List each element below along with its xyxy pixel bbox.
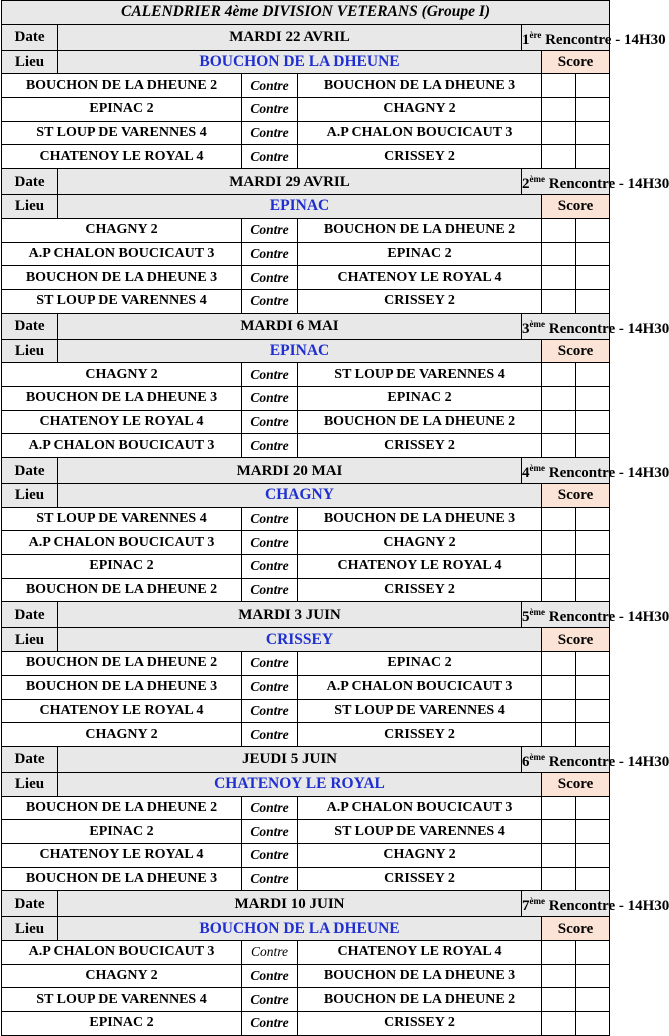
contre-label: Contre (242, 988, 298, 1012)
away-score-cell[interactable] (576, 410, 610, 434)
home-score-cell[interactable] (542, 266, 576, 290)
home-score-cell[interactable] (542, 363, 576, 387)
away-score-cell[interactable] (576, 289, 610, 313)
rencontre-suffix: Rencontre - 14H30 (545, 176, 669, 193)
away-score-cell[interactable] (576, 652, 610, 676)
round-venue-row (2, 339, 610, 363)
rencontre-ordinal: ème (529, 318, 545, 329)
away-team: CRISSEY 2 (298, 578, 542, 602)
home-score-cell[interactable] (542, 218, 576, 242)
contre-label: Contre (242, 531, 298, 555)
round-date: MARDI 3 JUIN (58, 602, 522, 628)
round-rencontre (522, 313, 669, 339)
home-team: EPINAC 2 (2, 98, 242, 122)
contre-label: Contre (242, 699, 298, 723)
score-label: Score (542, 484, 610, 508)
match-row (2, 578, 610, 602)
match-row (2, 820, 610, 844)
home-score-cell[interactable] (542, 578, 576, 602)
home-team: CHAGNY 2 (2, 218, 242, 242)
round-header-row (2, 602, 610, 628)
home-team: ST LOUP DE VARENNES 4 (2, 507, 242, 531)
rencontre-ordinal: ème (529, 607, 545, 618)
home-team: BOUCHON DE LA DHEUNE 2 (2, 796, 242, 820)
calendar-table (1, 0, 669, 1036)
score-label: Score (542, 917, 610, 941)
home-team: CHATENOY LE ROYAL 4 (2, 410, 242, 434)
rencontre-ordinal: ème (529, 463, 545, 473)
away-score-cell[interactable] (576, 74, 610, 98)
round-rencontre (522, 746, 669, 772)
contre-label: Contre (242, 796, 298, 820)
home-team: EPINAC 2 (2, 1012, 242, 1036)
home-team: CHATENOY LE ROYAL 4 (2, 145, 242, 169)
round-rencontre (522, 169, 669, 195)
calendar-sheet (1, 0, 669, 1036)
rencontre-suffix: Rencontre - 14H30 (541, 31, 666, 48)
away-score-cell[interactable] (576, 964, 610, 988)
away-score-cell[interactable] (576, 434, 610, 458)
round-rencontre (522, 458, 669, 484)
contre-label: Contre (242, 289, 298, 313)
away-score-cell[interactable] (576, 386, 610, 410)
home-score-cell[interactable] (542, 434, 576, 458)
round-header-row (2, 746, 610, 772)
date-label: Date (2, 891, 58, 917)
contre-label: Contre (242, 964, 298, 988)
contre-label: Contre (242, 723, 298, 747)
score-label: Score (542, 628, 610, 652)
score-label: Score (542, 195, 610, 219)
away-score-cell[interactable] (576, 266, 610, 290)
contre-label: Contre (242, 98, 298, 122)
home-score-cell[interactable] (542, 820, 576, 844)
away-score-cell[interactable] (576, 145, 610, 169)
rencontre-number: 2 (522, 176, 530, 193)
away-team: BOUCHON DE LA DHEUNE 3 (298, 507, 542, 531)
match-row (2, 242, 610, 266)
away-score-cell[interactable] (576, 675, 610, 699)
away-team: BOUCHON DE LA DHEUNE 2 (298, 988, 542, 1012)
away-team: CRISSEY 2 (298, 145, 542, 169)
home-team: BOUCHON DE LA DHEUNE 3 (2, 386, 242, 410)
home-score-cell[interactable] (542, 988, 576, 1012)
date-label: Date (2, 746, 58, 772)
home-team: BOUCHON DE LA DHEUNE 3 (2, 266, 242, 290)
round-venue-row (2, 195, 610, 219)
round-venue: CRISSEY (58, 628, 542, 652)
venue-label: Lieu (2, 339, 58, 363)
away-score-cell[interactable] (576, 578, 610, 602)
round-venue: BOUCHON DE LA DHEUNE (58, 50, 542, 74)
away-score-cell[interactable] (576, 98, 610, 122)
home-team: EPINAC 2 (2, 820, 242, 844)
contre-label: Contre (242, 74, 298, 98)
away-team: CHATENOY LE ROYAL 4 (298, 266, 542, 290)
round-rencontre (522, 891, 669, 917)
away-team: CHATENOY LE ROYAL 4 (298, 555, 542, 579)
home-team: CHATENOY LE ROYAL 4 (2, 843, 242, 867)
venue-label: Lieu (2, 195, 58, 219)
round-date: MARDI 6 MAI (58, 313, 522, 339)
match-row (2, 941, 610, 965)
away-team: A.P CHALON BOUCICAUT 3 (298, 675, 542, 699)
away-score-cell[interactable] (576, 242, 610, 266)
home-team: BOUCHON DE LA DHEUNE 2 (2, 652, 242, 676)
rencontre-ordinal: ème (529, 174, 545, 185)
contre-label: Contre (242, 652, 298, 676)
away-score-cell[interactable] (576, 796, 610, 820)
match-row (2, 988, 610, 1012)
away-score-cell[interactable] (576, 507, 610, 531)
date-label: Date (2, 24, 58, 50)
rencontre-number: 5 (522, 609, 530, 626)
match-row (2, 699, 610, 723)
round-venue: BOUCHON DE LA DHEUNE (58, 917, 542, 941)
home-score-cell[interactable] (542, 941, 576, 965)
rencontre-ordinal: ème (529, 751, 545, 762)
round-header-row (2, 169, 610, 195)
rencontre-number: 4 (522, 465, 530, 481)
round-venue-row (2, 50, 610, 74)
round-date: MARDI 20 MAI (58, 458, 522, 484)
away-team: ST LOUP DE VARENNES 4 (298, 363, 542, 387)
contre-label: Contre (242, 145, 298, 169)
match-row (2, 964, 610, 988)
contre-label: Contre (242, 507, 298, 531)
round-date: MARDI 22 AVRIL (58, 24, 522, 50)
home-score-cell[interactable] (542, 964, 576, 988)
round-header-row (2, 313, 610, 339)
away-score-cell[interactable] (576, 843, 610, 867)
contre-label: Contre (242, 1012, 298, 1036)
home-team: BOUCHON DE LA DHEUNE 3 (2, 675, 242, 699)
rencontre-suffix: Rencontre - 14H30 (545, 320, 669, 337)
away-score-cell[interactable] (576, 988, 610, 1012)
match-row (2, 410, 610, 434)
away-team: CRISSEY 2 (298, 434, 542, 458)
rencontre-suffix: Rencontre - 14H30 (545, 609, 669, 626)
match-row (2, 121, 610, 145)
score-label: Score (542, 50, 610, 74)
home-team: A.P CHALON BOUCICAUT 3 (2, 434, 242, 458)
home-score-cell[interactable] (542, 386, 576, 410)
venue-label: Lieu (2, 50, 58, 74)
away-score-cell[interactable] (576, 363, 610, 387)
away-score-cell[interactable] (576, 699, 610, 723)
home-team: A.P CHALON BOUCICAUT 3 (2, 242, 242, 266)
match-row (2, 74, 610, 98)
rencontre-number: 1 (522, 31, 530, 48)
match-row (2, 434, 610, 458)
home-score-cell[interactable] (542, 1012, 576, 1036)
home-score-cell[interactable] (542, 699, 576, 723)
round-venue-row (2, 917, 610, 941)
date-label: Date (2, 169, 58, 195)
away-team: A.P CHALON BOUCICAUT 3 (298, 121, 542, 145)
away-score-cell[interactable] (576, 121, 610, 145)
home-score-cell[interactable] (542, 843, 576, 867)
away-score-cell[interactable] (576, 820, 610, 844)
home-score-cell[interactable] (542, 289, 576, 313)
match-row (2, 289, 610, 313)
rencontre-suffix: Rencontre - 14H30 (545, 898, 669, 915)
away-team: CHAGNY 2 (298, 843, 542, 867)
venue-label: Lieu (2, 484, 58, 508)
venue-label: Lieu (2, 628, 58, 652)
rencontre-number: 6 (522, 753, 530, 770)
home-team: BOUCHON DE LA DHEUNE 2 (2, 578, 242, 602)
home-team: A.P CHALON BOUCICAUT 3 (2, 531, 242, 555)
away-score-cell[interactable] (576, 723, 610, 747)
round-venue: CHAGNY (58, 484, 542, 508)
home-team: CHAGNY 2 (2, 964, 242, 988)
home-team: A.P CHALON BOUCICAUT 3 (2, 941, 242, 965)
round-date: MARDI 10 JUIN (58, 891, 522, 917)
rencontre-number: 3 (522, 320, 530, 337)
score-label: Score (542, 339, 610, 363)
rencontre-suffix: Rencontre - 14H30 (545, 465, 669, 481)
away-score-cell[interactable] (576, 555, 610, 579)
match-row (2, 867, 610, 891)
home-score-cell[interactable] (542, 531, 576, 555)
contre-label: Contre (242, 578, 298, 602)
away-team: EPINAC 2 (298, 386, 542, 410)
contre-label: Contre (242, 675, 298, 699)
contre-label: Contre (242, 434, 298, 458)
away-team: EPINAC 2 (298, 652, 542, 676)
home-team: CHATENOY LE ROYAL 4 (2, 699, 242, 723)
away-team: CHATENOY LE ROYAL 4 (298, 941, 542, 965)
score-label: Score (542, 772, 610, 796)
home-team: BOUCHON DE LA DHEUNE 2 (2, 74, 242, 98)
match-row (2, 218, 610, 242)
away-team: CRISSEY 2 (298, 289, 542, 313)
rencontre-ordinal: ème (529, 896, 545, 907)
match-row (2, 98, 610, 122)
home-score-cell[interactable] (542, 796, 576, 820)
home-score-cell[interactable] (542, 675, 576, 699)
match-row (2, 386, 610, 410)
contre-label: Contre (242, 266, 298, 290)
home-score-cell[interactable] (542, 723, 576, 747)
contre-label: Contre (242, 843, 298, 867)
match-row (2, 555, 610, 579)
contre-label: Contre (242, 410, 298, 434)
away-team: ST LOUP DE VARENNES 4 (298, 699, 542, 723)
match-row (2, 796, 610, 820)
home-score-cell[interactable] (542, 652, 576, 676)
match-row (2, 145, 610, 169)
away-team: BOUCHON DE LA DHEUNE 2 (298, 218, 542, 242)
home-score-cell[interactable] (542, 410, 576, 434)
away-score-cell[interactable] (576, 531, 610, 555)
home-score-cell[interactable] (542, 507, 576, 531)
title-row (2, 1, 610, 25)
home-team: ST LOUP DE VARENNES 4 (2, 121, 242, 145)
round-venue: CHATENOY LE ROYAL (58, 772, 542, 796)
round-header-row (2, 891, 610, 917)
round-rencontre (522, 24, 666, 50)
away-score-cell[interactable] (576, 1012, 610, 1036)
round-venue: EPINAC (58, 195, 542, 219)
away-team: EPINAC 2 (298, 242, 542, 266)
contre-label: Contre (242, 363, 298, 387)
round-date: JEUDI 5 JUIN (58, 746, 522, 772)
away-team: CRISSEY 2 (298, 723, 542, 747)
away-team: CHAGNY 2 (298, 98, 542, 122)
round-date: MARDI 29 AVRIL (58, 169, 522, 195)
venue-label: Lieu (2, 917, 58, 941)
page-title: CALENDRIER 4ème DIVISION VETERANS (Groupe I) (2, 1, 610, 25)
round-header-row (2, 458, 610, 484)
contre-label: Contre (242, 867, 298, 891)
away-score-cell[interactable] (576, 941, 610, 965)
contre-label: Contre (242, 218, 298, 242)
date-label: Date (2, 602, 58, 628)
rencontre-ordinal: ère (529, 29, 542, 40)
round-venue-row (2, 484, 610, 508)
home-score-cell[interactable] (542, 74, 576, 98)
home-team: ST LOUP DE VARENNES 4 (2, 988, 242, 1012)
date-label: Date (2, 313, 58, 339)
match-row (2, 723, 610, 747)
match-row (2, 652, 610, 676)
round-venue: EPINAC (58, 339, 542, 363)
contre-label: Contre (242, 121, 298, 145)
away-team: CRISSEY 2 (298, 867, 542, 891)
away-team: BOUCHON DE LA DHEUNE 3 (298, 964, 542, 988)
contre-label: Contre (242, 242, 298, 266)
home-score-cell[interactable] (542, 121, 576, 145)
match-row (2, 843, 610, 867)
home-score-cell[interactable] (542, 867, 576, 891)
away-team: CHAGNY 2 (298, 531, 542, 555)
home-score-cell[interactable] (542, 145, 576, 169)
round-rencontre (522, 602, 669, 628)
round-venue-row (2, 772, 610, 796)
venue-label: Lieu (2, 772, 58, 796)
match-row (2, 531, 610, 555)
away-team: BOUCHON DE LA DHEUNE 3 (298, 74, 542, 98)
contre-label: Contre (242, 941, 298, 965)
match-row (2, 363, 610, 387)
round-header-row (2, 24, 610, 50)
away-score-cell[interactable] (576, 867, 610, 891)
home-team: CHAGNY 2 (2, 723, 242, 747)
away-team: CRISSEY 2 (298, 1012, 542, 1036)
home-score-cell[interactable] (542, 98, 576, 122)
rencontre-suffix: Rencontre - 14H30 (545, 753, 669, 770)
away-team: ST LOUP DE VARENNES 4 (298, 820, 542, 844)
date-label: Date (2, 458, 58, 484)
home-team: CHAGNY 2 (2, 363, 242, 387)
home-score-cell[interactable] (542, 242, 576, 266)
contre-label: Contre (242, 820, 298, 844)
rencontre-number: 7 (522, 898, 530, 915)
match-row (2, 507, 610, 531)
match-row (2, 1012, 610, 1036)
home-team: ST LOUP DE VARENNES 4 (2, 289, 242, 313)
away-team: A.P CHALON BOUCICAUT 3 (298, 796, 542, 820)
home-team: EPINAC 2 (2, 555, 242, 579)
away-team: BOUCHON DE LA DHEUNE 2 (298, 410, 542, 434)
home-team: BOUCHON DE LA DHEUNE 3 (2, 867, 242, 891)
match-row (2, 266, 610, 290)
match-row (2, 675, 610, 699)
home-score-cell[interactable] (542, 555, 576, 579)
away-score-cell[interactable] (576, 218, 610, 242)
contre-label: Contre (242, 386, 298, 410)
round-venue-row (2, 628, 610, 652)
contre-label: Contre (242, 555, 298, 579)
